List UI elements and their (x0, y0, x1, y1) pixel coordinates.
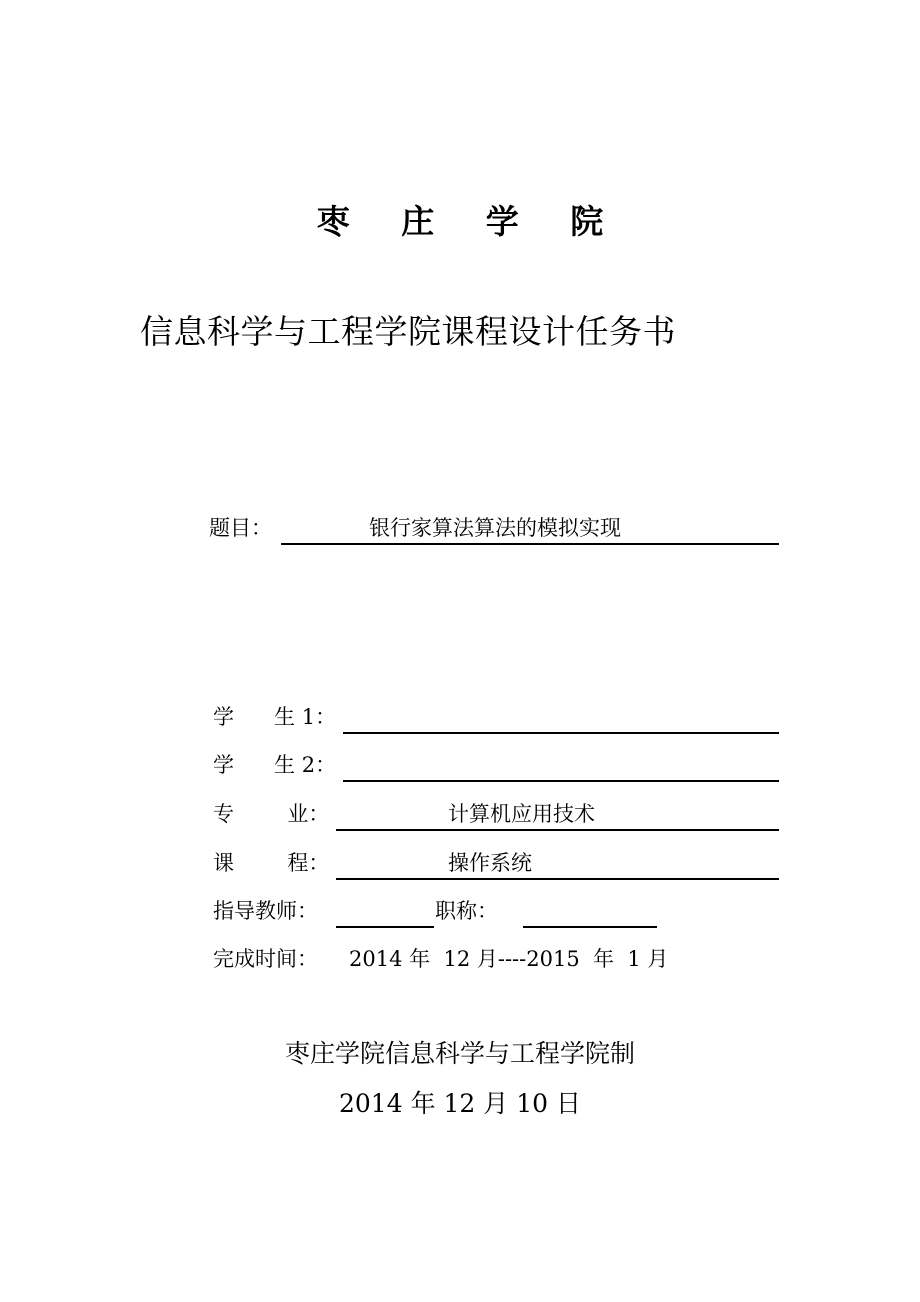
student1-field[interactable] (343, 700, 779, 734)
issuer: 枣庄学院信息科学与工程学院制 (284, 1039, 635, 1068)
issue-date: 2014 年 12 月 10 日 (339, 1089, 581, 1118)
rank-field[interactable] (523, 894, 657, 928)
rank-label: 职称： (435, 899, 498, 923)
student2-row (213, 748, 781, 782)
topic-row (209, 511, 781, 545)
topic-label: 题目： (209, 516, 272, 540)
course-label: 课 程： (213, 851, 330, 875)
student2-field[interactable] (343, 748, 779, 782)
major-label: 专 业： (213, 802, 330, 826)
student2-label: 学 生 2： (213, 753, 337, 777)
course-value: 操作系统 (448, 851, 532, 875)
advisor-field[interactable] (336, 894, 434, 928)
period-label: 完成时间： (213, 947, 318, 971)
period-value: 2014 年 12 月----2015 年 1 月 (349, 947, 669, 971)
student1-row (213, 700, 781, 734)
document-title: 信息科学与工程学院课程设计任务书 (140, 312, 676, 351)
course-field[interactable] (336, 846, 779, 880)
major-row (213, 797, 781, 831)
school-name: 枣 庄 学 院 (316, 202, 624, 241)
advisor-row (213, 894, 663, 928)
advisor-label: 指导教师： (213, 899, 318, 923)
topic-value: 银行家算法算法的模拟实现 (369, 516, 621, 540)
course-row (213, 846, 781, 880)
period-row (213, 942, 733, 976)
major-value: 计算机应用技术 (448, 802, 595, 826)
student1-label: 学 生 1： (213, 705, 337, 729)
